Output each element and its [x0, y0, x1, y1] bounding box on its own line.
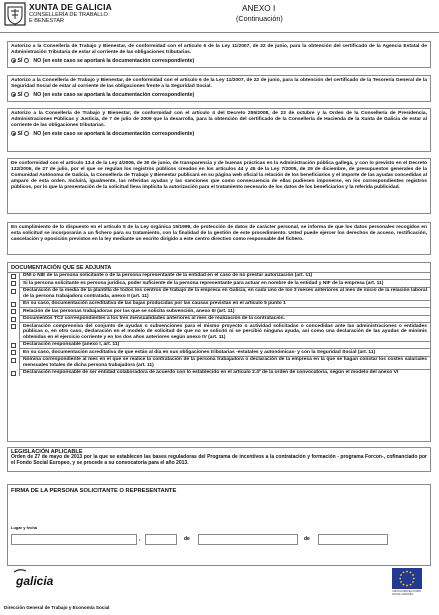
documentation-item-text: En su caso, documentación acreditativa de las bajas producidas por las causas previstas en el artículo 5 punto 1	[19, 301, 430, 309]
documentation-checkbox[interactable]	[11, 343, 16, 348]
place-input[interactable]	[11, 534, 137, 545]
documentation-item-text: Declaración responsable (anexo I, art. 11)	[19, 342, 430, 350]
legislation-title: LEGISLACIÓN APLICABLE	[11, 449, 83, 455]
documentation-section	[7, 262, 431, 442]
authorization-hacienda: Autorizo a la Consellería de Trabajo y Bienestar, de conformidad con el artículo 4 del Decreto 255/2008, de 23 de octubre y la Orden de la Consellería de Presidencia, Administraciones Públicas y Justicia, de 7 de julio de 2009 que la desarrolla, para la obtención del certificado de la Consellería de Hacienda de la Xunta de Galicia de estar al corriente de las obligaciones tributarias. SÍ NO (en este caso se aportará la documentación correspondiente)	[7, 108, 431, 152]
data-protection-notice: En cumplimiento de lo dispuesto en el artículo 5 de la Ley orgánica 15/1999, de protección de datos de carácter personal, se informa de que los datos personales recogidos en esta solicitud se incorporarán a un fichero para su tratamiento, con la finalidad de la gestión de este procedimiento. Usted puede ejercer los derechos de acceso, rectificación, cancelación y oposición previstos en la ley mediante un escrito dirigido a este centro directivo como responsable del fichero.	[7, 222, 431, 255]
documentation-checkbox[interactable]	[11, 302, 16, 307]
radio-yes-tgss[interactable]	[11, 92, 16, 97]
documentation-checkbox[interactable]	[11, 324, 16, 329]
authorization-aeat: Autorizo a la Consellería de Trabajo y Bienestar, de conformidad con el artículo 6 de la Ley 11/2007, de 22 de junio, para la obtención del certificado de la Agencia Estatal de Administración Tributaria de estar al corriente de las obligaciones tributarias. SÍ NO (en este caso se aportará la documentación correspondiente)	[7, 41, 431, 68]
comma-separator: ,	[139, 536, 141, 542]
radio-yes-aeat[interactable]	[11, 58, 16, 63]
radio-no-hacienda[interactable]	[24, 131, 29, 136]
anexo-title: ANEXO I	[242, 4, 276, 13]
documentation-checkbox[interactable]	[11, 371, 16, 376]
documentation-list	[8, 273, 430, 377]
documentation-checkbox[interactable]	[11, 309, 16, 314]
documentation-item	[8, 308, 430, 316]
signature-title: FIRMA DE LA PERSONA SOLICITANTE O REPRESENTANTE	[11, 488, 177, 494]
documentation-item	[8, 316, 430, 324]
radio-no-tgss[interactable]	[24, 92, 29, 97]
radio-yes-hacienda[interactable]	[11, 131, 16, 136]
eu-flag-icon	[392, 568, 422, 589]
documentation-item	[8, 349, 430, 357]
signature-section	[7, 484, 431, 566]
documentation-item-text: DNI o NIE de la persona solicitante o de la persona representante de la entidad en el caso de no prestar autorización (art. 11)	[19, 273, 430, 281]
month-input[interactable]	[198, 534, 298, 545]
documentation-item	[8, 280, 430, 288]
de-label-2: de	[304, 536, 310, 542]
day-input[interactable]	[145, 534, 177, 545]
documentation-item-text: Declaración comprensiva del conjunto de ayudas o subvenciones para el mismo proyecto o actividad solicitadas o concedidas ante las administraciones o entidades públicas o, en otro caso, declaración en el modelo de solicitud de que no se solicitó ni se percibió ninguna ayuda, así como una declaración de las ayudas de minimis obtenidas en el ejercicio corriente y en los dos años anteriores según anexo IV (art. 11)	[19, 323, 430, 342]
anexo-subtitle: (Continuación)	[236, 14, 283, 23]
documentation-checkbox[interactable]	[11, 289, 16, 294]
transparency-notice: De conformidad con el artículo 13.4 de la Ley 4/2006, de 30 de junio, de transparencia y de buenas prácticas en la Administración pública gallega, y con lo previsto en el Decreto 132/2006, de 27 de julio, por el que se regulan los registros públicos creados en los artículos 44 y 45 de la Ley 7/2005, de 29 de diciembre, de presupuestos generales de la Comunidad Autónoma de Galicia, la Consellería de Trabajo y Bienestar publicará en su página web oficial la relación de los beneficiarios y el importe de las ayudas concedidas al amparo de esta orden. Incluirá, igualmente, las referidas ayudas y las sanciones que como consecuencia de ellas pudiesen imponerse, en los correspondientes registros públicos, por lo que la presentación de la solicitud lleva implícita la autorización para el tratamiento necesario de los datos de los beneficiarios y la referida publicidad.	[7, 158, 431, 214]
documentation-item-text: Si la persona solicitante es persona jurídica, poder suficiente de la persona representante para actuar en nombre de la entidad y NIF de la empresa (art. 11)	[19, 280, 430, 288]
directorate-name: Dirección General de Trabajo y Economía Social	[4, 605, 110, 610]
conselleria-name: CONSELLERÍA DE TRABALLO E BENESTAR	[29, 12, 108, 25]
documentation-checkbox[interactable]	[11, 274, 16, 279]
radio-no-aeat[interactable]	[24, 58, 29, 63]
legislation-text: Orden de 27 de mayo de 2013 por la que se establecen las bases reguladoras del Programa de incentivos a la contratación y formación - programa Forcon-, cofinanciado por el Fondo Social Europeo, y se procede a su convocatoria para el año 2013.	[11, 454, 427, 466]
documentation-checkbox[interactable]	[11, 358, 16, 363]
documentation-item	[8, 342, 430, 350]
documentation-item	[8, 323, 430, 342]
documentation-item	[8, 273, 430, 281]
documentation-checkbox[interactable]	[11, 350, 16, 355]
authorization-tgss: Autorizo a la Consellería de Trabajo y Bienestar, de conformidad con el artículo 6 de la Ley 11/2007, de 22 de junio, para la obtención del certificado de la Tesorería General de la Seguridad Social de estar al corriente de las obligaciones frente a la Seguridad Social. SÍ NO (en este caso se aportará la documentación correspondiente)	[7, 75, 431, 102]
place-date-label: Lugar y fecha	[11, 525, 38, 530]
documentation-item-text: Relación de las personas trabajadoras por las que se solicita subvención, anexo III (art. 11)	[19, 308, 430, 316]
year-input[interactable]	[318, 534, 388, 545]
page-header	[0, 0, 439, 36]
documentation-item-text: En su caso, documentación acreditativa de que están al día en sus obligaciones tributarias -estatales y autonómicas- y con la Seguridad Social (art. 11)	[19, 349, 430, 357]
header-rule	[0, 32, 439, 33]
documentation-item	[8, 301, 430, 309]
documentation-checkbox[interactable]	[11, 317, 16, 322]
galicia-logo-icon	[12, 568, 72, 590]
de-label-1: de	[184, 536, 190, 542]
eu-caption: UNIÓN EUROPEA FONDO SOCIAL EUROPEO	[392, 590, 422, 596]
documentation-title: DOCUMENTACIÓN QUE SE ADJUNTA	[11, 265, 112, 271]
org-name: XUNTA DE GALICIA	[29, 2, 113, 12]
documentation-item	[8, 357, 430, 370]
documentation-item-text: Declaración responsable de ser entidad colaboradora de acuerdo con lo establecido en el artículo 2.4º de la orden de convocatoria, según el modelo del anexo VI	[19, 370, 430, 377]
documentation-checkbox[interactable]	[11, 281, 16, 286]
documentation-item-text: Declaración de la media de la plantilla de todos los centros de trabajo de la empresa en Galicia, en cada uno de los 3 meses anteriores al mes de inicio de la relación laboral de la persona trabajadora contratada, anexo II (art. 11)	[19, 288, 430, 301]
xunta-shield-icon	[4, 2, 26, 26]
documentation-item-text: Documentos TC2 correspondientes a los tres mensualidades anteriores al mes de realización de la contratación.	[19, 316, 430, 324]
documentation-item	[8, 288, 430, 301]
legislation-section	[7, 447, 431, 472]
documentation-item-text: Nómina correspondiente al mes en el que se realice la contratación de la persona trabajadora o declaración de la empresa en la que se hagan constar los costes salariales mensuales totales de dicha persona trabajadora (art. 11)	[19, 357, 430, 370]
svg-text:galicia: galicia	[16, 574, 54, 588]
documentation-item	[8, 370, 430, 377]
